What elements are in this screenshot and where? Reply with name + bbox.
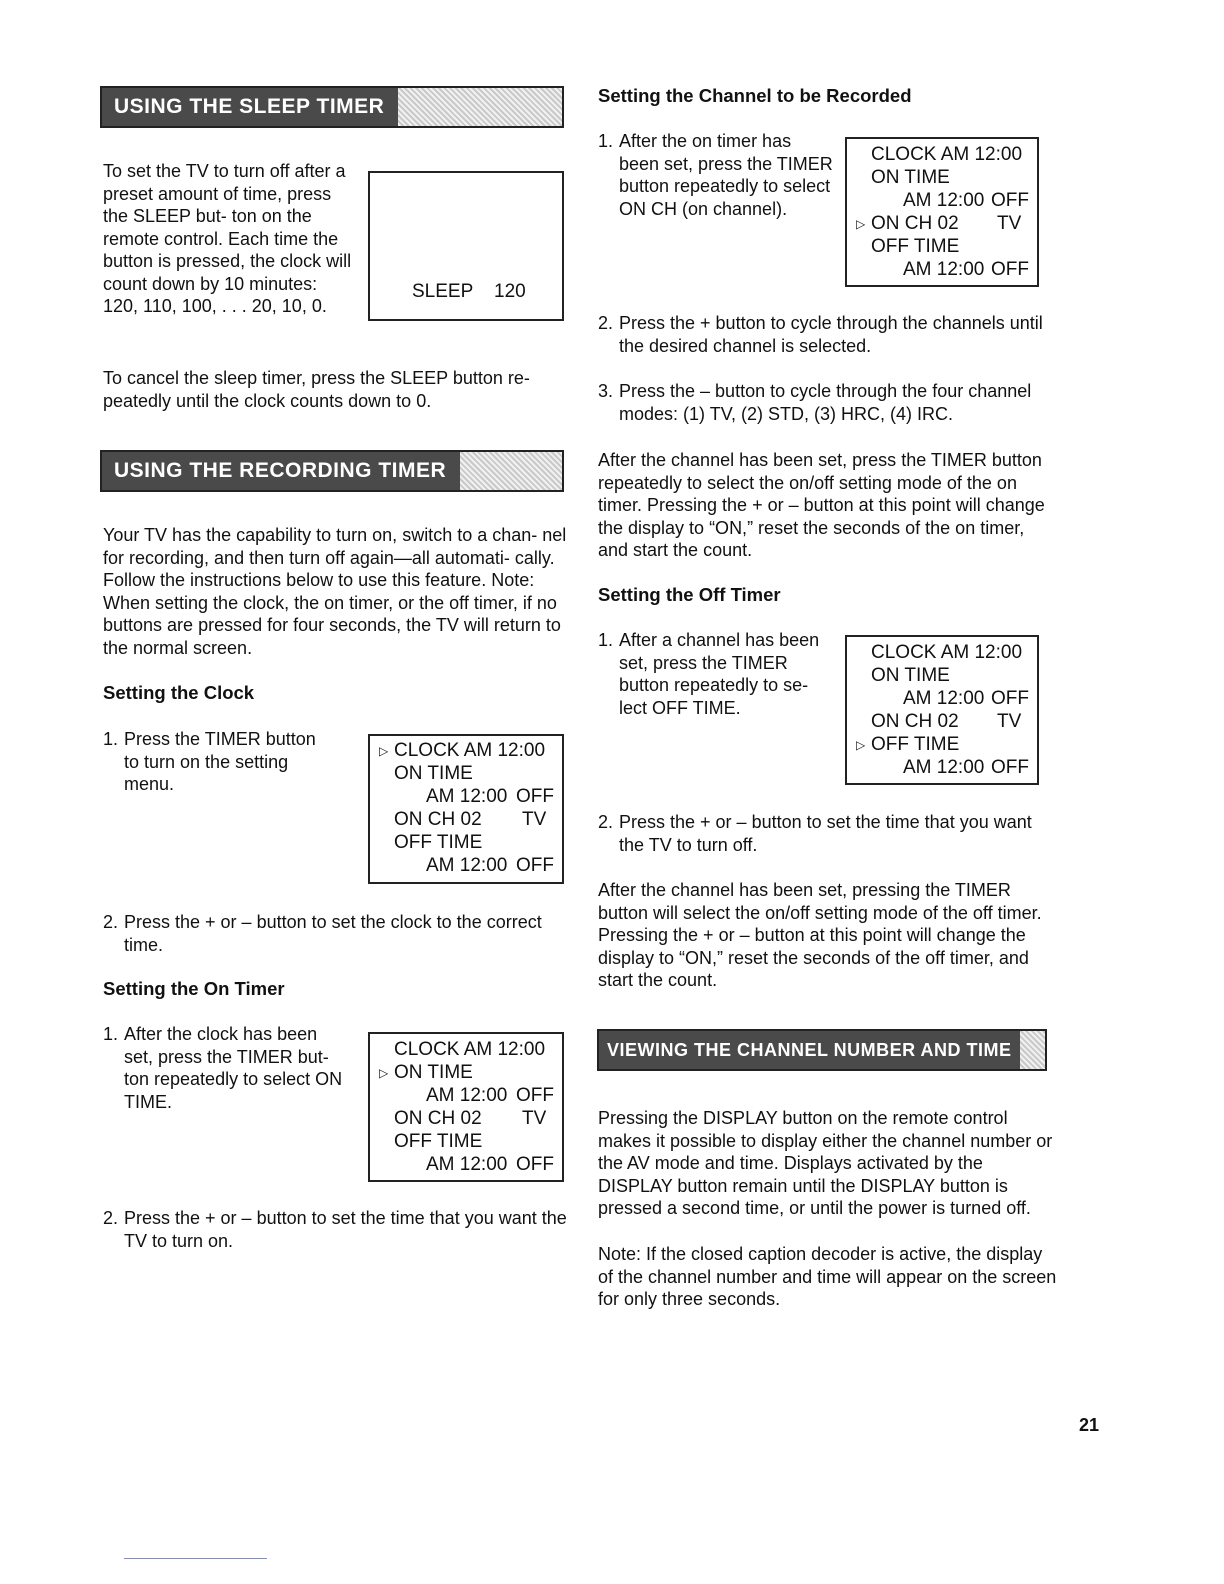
clock-step-2 [103, 911, 573, 956]
off-timer-menu-box [845, 635, 1039, 785]
recording-intro-text: Your TV has the capability to turn on, switch to a chan- nel for recording, and then turn off again—all automati- cally. Follow the instructions below to use this feature. Note: When setting the clock, the on timer, or the off timer, if no buttons are pressed for four seconds, the TV will return to the normal screen. [103, 525, 567, 658]
step-number: 1. [103, 1024, 119, 1044]
menu-on-ch-mode: TV [522, 809, 547, 830]
menu-on-ch: ON CH 02 [394, 809, 482, 830]
recording-timer-title: USING THE RECORDING TIMER [102, 452, 460, 490]
on-timer-step-1 [103, 1023, 348, 1113]
menu-clock: CLOCK AM 12:00 [871, 642, 1023, 663]
sleep-value: 120 [494, 281, 526, 302]
cursor-icon: ▷ [856, 738, 866, 752]
menu-on-time: ON TIME [871, 665, 950, 686]
menu-on-time-state: OFF [516, 1085, 554, 1106]
menu-on-time: ON TIME [394, 1062, 473, 1083]
step-number: 2. [103, 912, 119, 932]
menu-on-time-state: OFF [991, 190, 1029, 211]
on-timer-step-2 [103, 1207, 573, 1252]
menu-on-time-value: AM 12:00 [426, 1085, 508, 1106]
page-number: 21 [1079, 1415, 1100, 1435]
menu-on-ch: ON CH 02 [394, 1108, 482, 1129]
menu-on-time: ON TIME [871, 167, 950, 188]
sleep-display-box [368, 171, 564, 321]
setting-on-timer-heading: Setting the On Timer [103, 978, 285, 999]
sleep-label: SLEEP [412, 281, 474, 302]
step-number: 2. [598, 313, 614, 333]
menu-off-time-value: AM 12:00 [426, 855, 508, 876]
menu-off-time-state: OFF [991, 757, 1029, 778]
viewing-channel-banner [597, 1029, 1047, 1071]
recording-timer-banner [100, 450, 564, 492]
off-timer-step-1 [598, 629, 834, 719]
step-text: After a channel has been set, press the TIMER button repeatedly to se- lect OFF TIME. [619, 630, 820, 718]
menu-off-time-value: AM 12:00 [903, 757, 985, 778]
sleep-timer-banner [100, 86, 564, 128]
menu-on-ch: ON CH 02 [871, 711, 959, 732]
off-after-text: After the channel has been set, pressing the TIMER button will select the on/off setting mode of the off timer. Pressing the + or – button at this point will change the display to “ON,” reset the seconds of the off timer, and start the count. [598, 880, 1042, 990]
menu-off-time-value: AM 12:00 [426, 1154, 508, 1175]
menu-on-time-state: OFF [516, 786, 554, 807]
step-text: Press the – button to cycle through the four channel modes: (1) TV, (2) STD, (3) HRC, (4) IRC. [619, 381, 1032, 424]
step-number: 1. [598, 630, 614, 650]
menu-on-time-value: AM 12:00 [903, 688, 985, 709]
channel-step-1 [598, 130, 834, 220]
menu-off-time: OFF TIME [871, 236, 960, 257]
viewing-note: Note: If the closed caption decoder is active, the display of the channel number and time will appear on the screen for only three seconds. [598, 1244, 1057, 1309]
menu-on-time-value: AM 12:00 [426, 786, 508, 807]
on-timer-menu-box [368, 1032, 564, 1182]
menu-clock: CLOCK AM 12:00 [394, 740, 546, 761]
step-text: Press the + or – button to set the time that you want the TV to turn on. [124, 1208, 567, 1251]
footer-rule [124, 1558, 267, 1559]
step-number: 2. [598, 812, 614, 832]
menu-clock: CLOCK AM 12:00 [871, 144, 1023, 165]
off-timer-step-2 [598, 811, 1058, 856]
channel-step-3 [598, 380, 1058, 425]
step-text: After the clock has been set, press the TIMER but- ton repeatedly to select ON TIME. [124, 1024, 343, 1112]
menu-off-time-state: OFF [516, 855, 554, 876]
viewing-text: Pressing the DISPLAY button on the remote control makes it possible to display either the channel number or the AV mode and time. Displays activated by the DISPLAY button remain until the DISPLAY button is pressed a second time, or until the power is turned off. [598, 1108, 1053, 1218]
menu-off-time: OFF TIME [871, 734, 960, 755]
step-number: 1. [103, 729, 119, 749]
step-text: Press the + or – button to set the clock to the correct time. [124, 912, 542, 955]
menu-off-time-state: OFF [516, 1154, 554, 1175]
step-number: 3. [598, 381, 614, 401]
menu-off-time: OFF TIME [394, 1131, 483, 1152]
menu-off-time-state: OFF [991, 259, 1029, 280]
channel-step-2 [598, 312, 1058, 357]
cursor-icon: ▷ [379, 1066, 389, 1080]
sleep-cancel-text: To cancel the sleep timer, press the SLEEP button re- peatedly until the clock counts down to 0. [103, 368, 530, 411]
menu-on-time-state: OFF [991, 688, 1029, 709]
step-number: 1. [598, 131, 614, 151]
menu-off-time: OFF TIME [394, 832, 483, 853]
channel-after-text: After the channel has been set, press the TIMER button repeatedly to select the on/off setting mode of the on timer. Pressing the + or – button at this point will change the display to “ON,” reset the seconds of the on timer, and start the count. [598, 450, 1045, 560]
setting-clock-heading: Setting the Clock [103, 682, 255, 703]
menu-on-ch-mode: TV [997, 213, 1022, 234]
cursor-icon: ▷ [379, 744, 389, 758]
step-number: 2. [103, 1208, 119, 1228]
menu-on-ch: ON CH 02 [871, 213, 959, 234]
menu-on-time-value: AM 12:00 [903, 190, 985, 211]
setting-off-timer-heading: Setting the Off Timer [598, 584, 781, 605]
menu-off-time-value: AM 12:00 [903, 259, 985, 280]
viewing-channel-title: VIEWING THE CHANNEL NUMBER AND TIME [599, 1031, 1020, 1069]
channel-menu-box [845, 137, 1039, 287]
step-text: Press the + button to cycle through the channels until the desired channel is selected. [619, 313, 1043, 356]
channel-recorded-heading: Setting the Channel to be Recorded [598, 85, 912, 106]
menu-on-time: ON TIME [394, 763, 473, 784]
sleep-timer-description: To set the TV to turn off after a preset amount of time, press the SLEEP but- ton on the remote control. Each time the button is pressed, the clock will count down by 10 minutes: 120, 110, 100, . . . 20, 10, 0. [103, 161, 352, 316]
cursor-icon: ▷ [856, 217, 866, 231]
clock-step-1 [103, 728, 335, 796]
menu-on-ch-mode: TV [997, 711, 1022, 732]
step-text: Press the + or – button to set the time that you want the TV to turn off. [619, 812, 1032, 855]
step-text: After the on timer has been set, press the TIMER button repeatedly to select ON CH (on channel). [619, 131, 833, 219]
menu-clock: CLOCK AM 12:00 [394, 1039, 546, 1060]
sleep-timer-title: USING THE SLEEP TIMER [102, 88, 398, 126]
menu-on-ch-mode: TV [522, 1108, 547, 1129]
step-text: Press the TIMER button to turn on the setting menu. [124, 729, 316, 794]
clock-menu-box [368, 734, 564, 884]
